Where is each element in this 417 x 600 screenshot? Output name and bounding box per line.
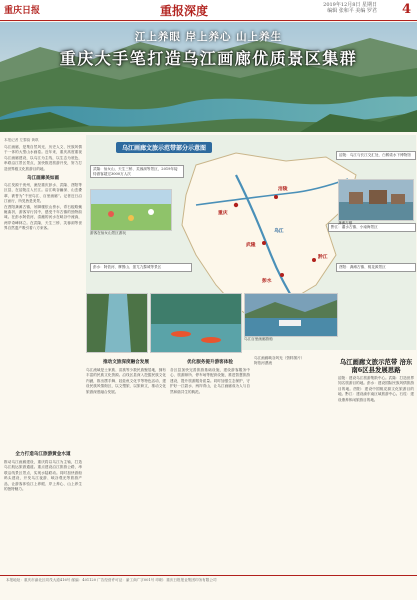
meadow-image bbox=[91, 190, 171, 230]
map-callout: 武隆：仙女山、天生三桥、芙蓉洞等景区，2019年接待游客超过3000万人次 bbox=[90, 165, 184, 178]
edition-editors: 编辑 张和平 美编 罗君 bbox=[327, 8, 377, 14]
column-text: 阿依河漂流 bbox=[254, 361, 272, 366]
photo-caption: 乌江百里画廊游船 bbox=[244, 337, 273, 341]
subheading: 乌江画廊美如画 bbox=[26, 176, 60, 182]
town-image bbox=[339, 180, 413, 220]
map-callout: 涪陵：乌江与长江交汇处，白鹤梁水下博物馆 bbox=[336, 151, 416, 160]
paragraph: 乌江发源于贵州，流经重庆彭水、武隆、酉阳等区县，在涪陵注入长江。沿江峡谷幽深、山峦叠翠，被誉为“千里乌江、百里画廊”。记者近日沿江而行，所见皆是美景。 bbox=[4, 183, 82, 204]
page-footer: 本报地址：重庆市渝北区同茂大道416号 邮编：401120 广告经营许可证：渝工商广字001号 印刷：重庆日报报业集团印务有限公司 bbox=[0, 575, 417, 600]
edition-date: 2019年12月8日 星期日 bbox=[323, 2, 377, 8]
column-heading: 推动文旅深度融合发展 bbox=[103, 360, 149, 365]
map-callout: 彭水：阿依河、摩围山、蚩尤九黎城等景区 bbox=[90, 263, 192, 272]
map-place-label: 涪陵 bbox=[278, 186, 288, 192]
hero-banner bbox=[0, 22, 417, 132]
masthead: 重庆日报 bbox=[4, 6, 41, 16]
rafting-image bbox=[151, 294, 241, 352]
gorge-image bbox=[87, 294, 147, 352]
paragraph: 在酉阳龚滩古镇，吊脚楼依山傍水，青石板路蜿蜒曲折，游客穿行其中，感受千年古镇的独特韵味。在彭水阿依河，清澈的河水在峡谷中流淌，两岸奇峰林立。在武隆，天生三桥、芙蓉洞等世界自然遗产吸引着八方来客。 bbox=[4, 204, 82, 231]
article-column-4 bbox=[254, 356, 334, 561]
map-callout: 黔江：濯水古镇、小南海景区 bbox=[328, 223, 416, 232]
article-column-1 bbox=[4, 448, 82, 566]
map-callout: 酉阳：龚滩古镇、桃花源景区 bbox=[336, 263, 416, 272]
map-place-label: 黔江 bbox=[318, 254, 328, 260]
column-text: 乌江流域是土家族、苗族等少数民族聚居地，拥有丰富的民族文化资源。沿线区县深入挖掘民族文化内涵，推出摆手舞、娃娃鱼文化节等特色活动，建设民族风情街区，以文塑旅、以旅彰文，推动文化旅游深度融合发展。 bbox=[86, 368, 166, 394]
column-heading: 优化服务提升游客体验 bbox=[187, 360, 233, 365]
sidebar-text: 涪陵：建设乌江旅游集散中心。武隆：打造世界知名旅游目的地。彭水：建设国际民族风情旅游目的地。酉阳：建设中国桃花源文化旅游目的地。黔江：建设渝东南区域旅游中心。石柱：建设康养休闲旅游目的地。 bbox=[338, 376, 414, 402]
intro-paragraph: 乌江画廊，是集自然风光、历史人文、民族风情于一体的大型山水画卷。近年来，重庆高度重视乌江画廊建设，以乌江为主线，以生态为底色，串联沿江景区景点，加快推进旅游开发，努力打造世界级文化旅游目的地。 bbox=[4, 145, 82, 171]
article-column-3 bbox=[170, 356, 250, 561]
boat-image bbox=[245, 294, 337, 336]
map-title: 乌江画廊文旅示范带部分示意图 bbox=[116, 142, 212, 153]
map-place-label: 武隆 bbox=[246, 242, 256, 248]
map-place-label: 彭水 bbox=[262, 278, 272, 284]
column-text: 推动乌江画廊建设，重庆将以乌江为主轴，打造乌江航运旅游通道。重点建设沿江旅游公路，串联沿线景区景点，实现水陆联动。同时加快游船码头建设，开发乌江夜游、峡谷观光等旅游产品，让游客体验江上养眼、岸上养心、山上养生的独特魅力。 bbox=[4, 460, 82, 492]
photo-town bbox=[338, 179, 414, 221]
sidebar-headline: 乌江画廊文旅示范带 涪东南6区县发展思路 bbox=[339, 358, 413, 374]
left-column-article bbox=[4, 138, 82, 444]
photo-gorge bbox=[86, 293, 148, 353]
edition-info bbox=[323, 2, 377, 14]
column-text: 各区县加快完善旅游基础设施，建设游客服务中心、旅游厕所、停车场等配套设施，推进智慧旅游建设，提升旅游服务质量。同时加强生态保护，守护好一江碧水、两岸青山，让乌江画廊成为人与自然和谐共生的典范。 bbox=[170, 368, 250, 394]
photo-boat bbox=[244, 293, 338, 337]
sidebar-article bbox=[338, 356, 414, 561]
byline: 本报记者 左黎韵 黄琪 bbox=[4, 138, 39, 142]
column-text: 乌江画廊峡谷风光（资料图片） bbox=[254, 356, 305, 360]
page-number: 4 bbox=[401, 2, 411, 17]
photo-rafting bbox=[150, 293, 242, 353]
photo-caption: 龚滩古镇 bbox=[338, 221, 353, 225]
page-header bbox=[0, 0, 417, 21]
hero-headline: 重庆大手笔打造乌江画廊优质景区集群 bbox=[59, 49, 358, 68]
hero-kicker: 江上养眼 岸上养心 山上养生 bbox=[134, 31, 283, 43]
photo-caption: 游客在仙女山景区游玩 bbox=[90, 231, 126, 235]
column-heading: 全力打造乌江旅游黄金水道 bbox=[15, 452, 71, 457]
article-column-2 bbox=[86, 356, 166, 561]
map-river-label: 乌江 bbox=[274, 228, 284, 234]
map-place-label: 重庆 bbox=[218, 210, 228, 216]
photo-meadow bbox=[90, 189, 172, 231]
section-title: 重报深度 bbox=[160, 4, 209, 18]
